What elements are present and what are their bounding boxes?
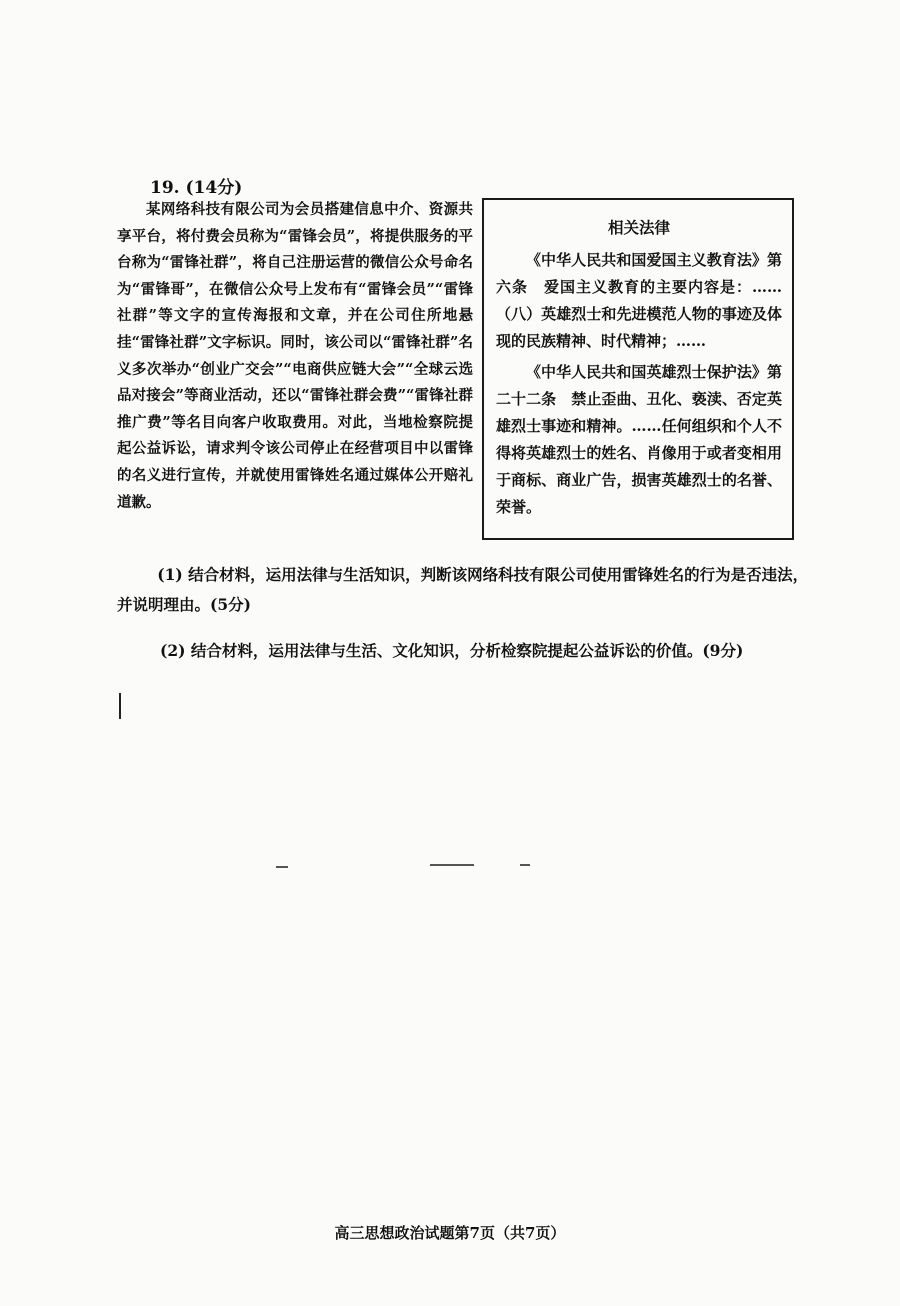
margin-mark: [119, 693, 121, 719]
sub-question-1: (1) 结合材料，运用法律与生活知识，判断该网络科技有限公司使用雷锋姓名的行为是否违法，并说明理由。(5分): [117, 565, 809, 614]
scenario-text-block: [117, 197, 473, 516]
question-number: 19. (14分): [150, 178, 243, 198]
scan-artifact-dash: [520, 864, 530, 866]
law-item-hero-protection: 《中华人民共和国英雄烈士保护法》第二十二条 禁止歪曲、丑化、亵渎、否定英雄烈士事迹和精神。……任何组织和个人不得将英雄烈士的姓名、肖像用于或者变相用于商标、商业广告，损害英雄烈士的名誉、荣誉。: [496, 363, 782, 516]
scan-artifact-dash: [276, 866, 288, 868]
page-footer: 高三思想政治试题第7页（共7页）: [334, 1224, 566, 1242]
law-box-title: 相关法律: [607, 218, 670, 237]
related-law-box: [482, 198, 794, 540]
law-item-patriotic-education: 《中华人民共和国爱国主义教育法》第六条 爱国主义教育的主要内容是：……（八）英雄烈士和先进模范人物的事迹及体现的民族精神、时代精神；……: [496, 251, 782, 350]
sub-question-2: (2) 结合材料，运用法律与生活、文化知识，分析检察院提起公益诉讼的价值。(9分): [160, 641, 744, 660]
scan-artifact-dash: [430, 864, 474, 866]
scenario-paragraph: 某网络科技有限公司为会员搭建信息中介、资源共享平台，将付费会员称为“雷锋会员”，将提供服务的平台称为“雷锋社群”，将自己注册运营的微信公众号命名为“雷锋哥”，在微信公众号上发布有“雷锋会员”“雷锋社群”等文字的宣传海报和文章，并在公司住所地悬挂“雷锋社群”文字标识。同时，该公司以“雷锋社群”名义多次举办“创业广交会”“电商供应链大会”“全球云选品对接会”等商业活动，还以“雷锋社群会费”“雷锋社群推广费”等名目向客户收取费用。对此，当地检察院提起公益诉讼，请求判令该公司停止在经营项目中以雷锋的名义进行宣传，并就使用雷锋姓名通过媒体公开赔礼道歉。: [117, 201, 473, 511]
